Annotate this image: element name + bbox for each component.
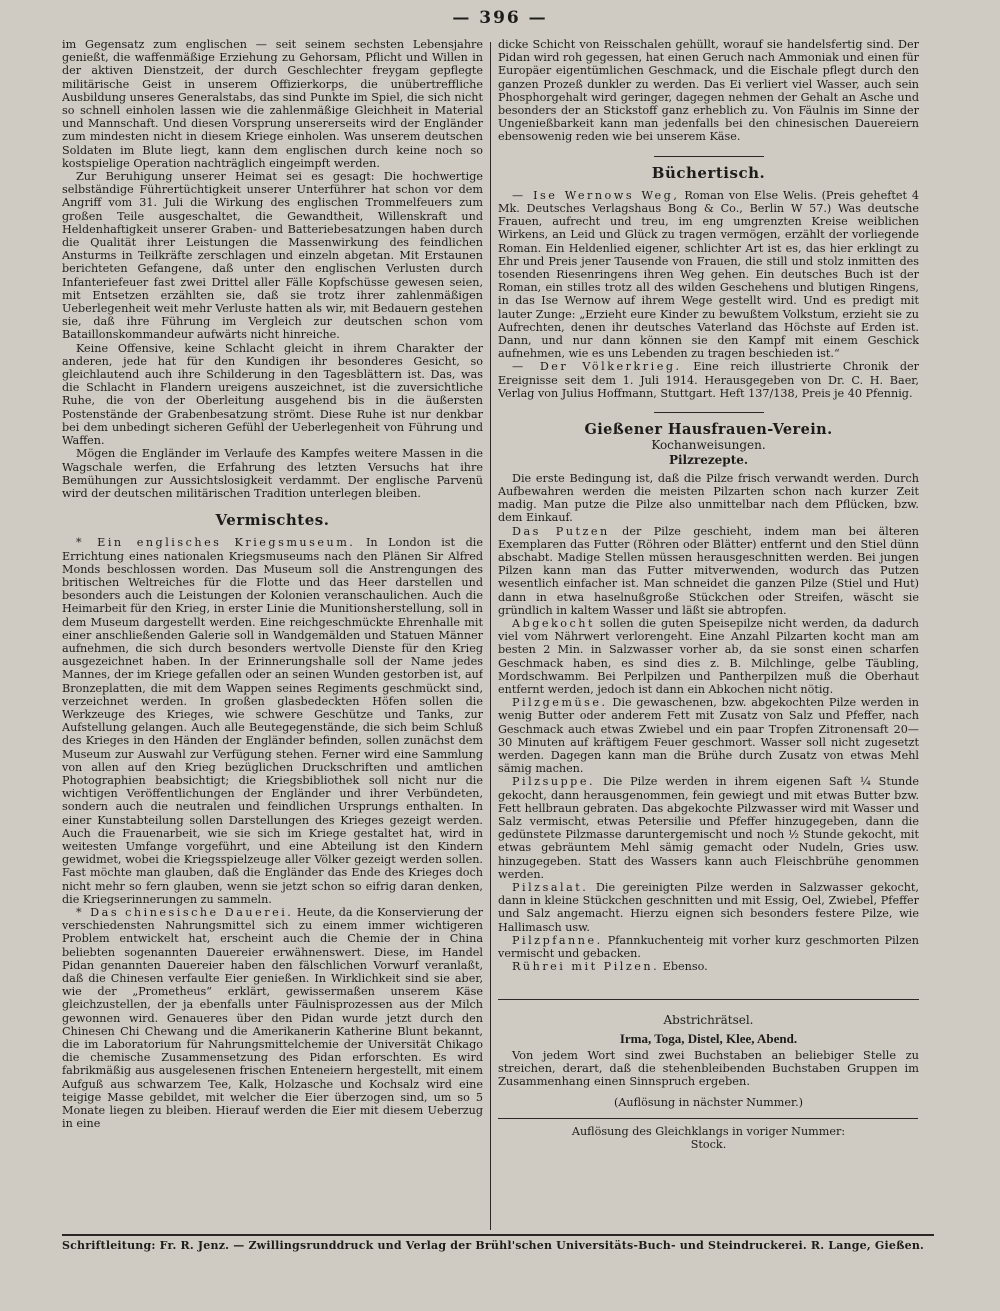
recipe-ruehrei-body: Ebenso. — [662, 960, 708, 974]
riddle-note: (Auflösung in nächster Nummer.) — [613, 1096, 804, 1110]
war-article-conclusion: Mögen die Engländer im Verlaufe des Kampfes weitere Massen in die Wagschale werfen, die Erfahrung des letzten Versuchs hat ihre Bemühungen zur Aussichtslosigkeit verdammt. Der englische Parvenü wird der deutschen militärischen Tradition unterlegen bleiben. — [62, 447, 483, 500]
recipe-pilzsuppe — [498, 775, 919, 881]
book-review-2-lead: — Der Völkerkrieg. — [512, 360, 682, 374]
section-title-hausfrauen-verein: Gießener Hausfrauen-Verein. — [584, 421, 833, 439]
subtitle-kochanweisungen: Kochanweisungen. — [651, 438, 766, 453]
dauerei-article-lead: * Das chinesische Dauerei. — [76, 906, 294, 919]
recipe-ruehrei — [498, 960, 919, 973]
page-number: — 396 — — [452, 8, 548, 28]
recipe-pilzgemuese-lead: Pilzgemüse. — [512, 696, 608, 710]
dauerei-article — [62, 906, 483, 1130]
museum-article — [62, 536, 483, 906]
section-title-vermischtes: Vermischtes. — [215, 511, 330, 530]
section-title-buechertisch: Büchertisch. — [651, 163, 766, 182]
recipe-pilzgemuese-body: Die gewaschenen, bzw. abgekochten Pilze werden in wenig Butter oder anderem Fett mit Zusatz von Salz und Pfeffer, nach Geschmack auch etwas Zwiebel und ein paar Tropfen Zitronensaft 20—30 Minuten auf kräftigem Feuer geschmort. Wasser soll nicht zugesetzt werden. Dagegen kann man die Brühe durch Zusatz von etwas Mehl sämig machen. — [498, 696, 919, 776]
left-column — [62, 38, 483, 1230]
recipe-abgekocht-body: sollen die guten Speisepilze nicht werden, da dadurch viel vom Nährwert verlorengeht. Eine Anzahl Pilzarten kocht man am besten 2 Min. in Salzwasser vorher ab, da sie sonst einen scharfen Geschmack haben, es sind dies z. B. Milchlinge, gelbe Täubling, Mordschwamm. Bei Perlpilzen und Pantherpilzen muß die Oberhaut entfernt werden, jedoch ist dann ein Abkochen nicht nötig. — [498, 616, 919, 696]
recipe-abgekocht-lead: Abgekocht — [512, 616, 596, 630]
recipe-ruehrei-lead: Rührei mit Pilzen. — [512, 960, 660, 974]
right-column — [498, 38, 919, 1230]
war-article-beruhigung: Zur Beruhigung unserer Heimat sei es gesagt: Die hochwertige selbständige Führertüchtigkeit unserer Unterführer hat schon vor dem Angriff vom 31. Juli die Wirkung des englischen Trommelfeuers zum großen Teile ausgeschaltet, die Gewandtheit, Willenskraft und Heldenhaftigkeit unserer Graben- und Batteriebesatzungen haben durch die Qualität ihrer Leistungen die Massenwirkung des feindlichen Ansturms in Teilkräfte zerschlagen und einzeln abgetan. Mit Erstaunen berichteten Gefangene, daß unter den englischen Verlusten durch Infanteriefeuer fast zwei Drittel aller Fälle Kopfschüsse gewesen seien, mit Entsetzen erzählten sie, daß sie trotz ihrer zahlenmäßigen Ueberlegenheit weit mehr Verluste hatten als wir, mit Bedauern gestehen sie, daß ihre Führung im Vergleich zur deutschen schon vom Bataillonskommandeur aufwärts nicht hinreiche. — [62, 170, 483, 342]
riddle-separator — [498, 1118, 918, 1119]
dauerei-article-body: Heute, da die Konservierung der verschiedensten Nahrungsmittel sich zu einem immer wichtigeren Problem entwickelt hat, erscheint auch die Chemie der in China beliebten sogenannten Dauereier erwähnenswert. Diese, im Handel Pidan genannten Dauereier haben den fälschlichen Vorwurf veranlaßt, daß die Chinesen verfaulte Eier genießen. In Wirklichkeit sind sie aber, wie der „Prometheus“ erklärt, gewissermaßen unserem Käse gleichzustellen, der ja ebenfalls unter Fäulnisprozessen aus der Milch gewonnen wird. Genaueres über den Pidan wurde jetzt durch den Chinesen Chi Chewang und die Amerikanerin Katherine Blunt bekannt, die im Laboratorium für Nahrungsmittelchemie der Universität Chikago die chemische Zusammensetzung des Pidan erforschten. Es wird fabrikmäßig aus ausgelesenen frischen Enteneiern hergestellt, mit einem Aufguß aus schwarzem Tee, Kalk, Holzasche und Kochsalz wird eine teigige Masse gebildet, mit welcher die Eier überzogen sind, um so 5 Monate liegen zu bleiben. Hierauf werden die Eier mit diesem Ueberzug in eine — [62, 906, 483, 1131]
riddle-title: Abstrichrätsel. — [663, 1013, 754, 1028]
recipe-pilzpfanne-body: Pfannkuchenteig mit vorher kurz geschmorten Pilzen vermischt und gebacken. — [498, 933, 919, 960]
recipe-pilzsuppe-lead: Pilzsuppe. — [512, 775, 596, 789]
solution-line: Auflösung des Gleichklangs in voriger Nummer: — [571, 1124, 846, 1138]
solution-word: Stock. — [690, 1137, 727, 1151]
book-review-1-lead: — Ise Wernows Weg, — [512, 188, 680, 202]
column-divider — [490, 42, 491, 1230]
war-article-intro: im Gegensatz zum englischen — seit seinem sechsten Lebensjahre genießt, die waffenmäßige Erziehung zu Gehorsam, Pflicht und Willen in der aktiven Dienstzeit, der durch Geschlechter freygam gepflegte militärische Geist in unserem Offizierkorps, die unübertreffliche Ausbildung unseres Generalstabs, das sind Punkte im Spiel, die sich nicht so schnell einholen lassen wie die zahlenmäßige Gleichheit in Material und Mannschaft. Und diesen Vorsprung unsererseits wird der Engländer zum mindesten nicht in diesem Kriege einholen. Was unserem deutschen Soldaten im Blute liegt, kann dem englischen durch keine noch so kostspielige Operation nachträglich eingeimpft werden. — [62, 38, 483, 170]
book-review-2 — [498, 360, 919, 400]
riddle-section — [498, 999, 919, 1151]
recipe-putzen — [498, 525, 919, 617]
riddle-text: Von jedem Wort sind zwei Buchstaben an beliebiger Stelle zu streichen, derart, daß die stehenbleibenden Buchstaben Gruppen im Zusammenhang einen Sinnspruch ergeben. — [498, 1047, 919, 1089]
imprint-footer: Schriftleitung: Fr. R. Jenz. — Zwillingsrunddruck und Verlag der Brühl'schen Universitäts-Buch- und Steindruckerei. R. Lange, Gießen. — [62, 1239, 925, 1252]
section-separator — [654, 156, 764, 157]
recipe-pilzpfanne-lead: Pilzpfanne. — [512, 933, 603, 947]
recipe-pilzpfanne — [498, 934, 919, 960]
book-review-2-body: Eine reich illustrierte Chronik der Ereignisse seit dem 1. Juli 1914. Herausgegeben von Dr. C. H. Baer, Verlag von Julius Hoffmann, Stuttgart. Heft 137/138, Preis je 40 Pfennig. — [498, 360, 919, 400]
recipe-pilzsalat-body: Die gereinigten Pilze werden in Salzwasser gekocht, dann in kleine Stückchen geschnitten und mit Essig, Oel, Zwiebel, Pfeffer und Salz angemacht. Hierzu eignen sich besonders festere Pilze, wie Hallimasch usw. — [498, 880, 919, 934]
recipe-abgekocht — [498, 617, 919, 696]
museum-article-lead: * Ein englisches Kriegsmuseum. — [76, 536, 356, 550]
recipe-pilzgemuese — [498, 696, 919, 775]
subtitle-pilzrezepte: Pilzrezepte. — [668, 453, 749, 468]
recipe-putzen-lead: Das Putzen — [512, 524, 610, 538]
dauerei-article-continued: dicke Schicht von Reisschalen gehüllt, worauf sie handelsfertig sind. Der Pidan wird roh gegessen, hat einen Geruch nach Ammoniak und einen für Europäer eigentümlichen Geschmack, und die Eischale pflegt durch den ganzen Prozeß dunkler zu werden. Das Ei verliert viel Wasser, auch sein Phosphorgehalt wird geringer, dagegen nehmen der Gehalt an Asche und besonders der an Stickstoff ganz erheblich zu. Von Fäulnis im Sinne der Ungenießbarkeit kann man jedenfalls bei den chinesischen Dauereiern ebensowenig reden wie bei unserem Käse. — [498, 38, 919, 144]
book-review-1-body: Roman von Else Welis. (Preis geheftet 4 Mk. Deutsches Verlagshaus Bong & Co., Berlin W 57.) Was deutsche Frauen, aufrecht und treu, im eng umgrenzten Kreise weiblichen Wirkens, an Leid und Glück zu tragen vermögen, erzählt der vorliegende Roman. Ein Heldenlied eigener, schlichter Art ist es, das hier erklingt zu Ehr und Preis jener Tausende von Frauen, die still und stolz inmitten des tosenden Riesenringens ihren Weg gehen. Ein deutsches Buch ist der Roman, ein stilles trotz all des wilden Geschehens und blutigen Ringens, in das Ise Wernow auf ihrem Wege gestellt wird. Und es predigt mit lauter Zunge: „Erzieht eure Kinder zu bewußtem Volkstum, erzieht sie zu Aufrechten, denen ihr deutsches Vaterland das Höchste auf Erden ist. Dann, und nur dann können sie den Kampf mit einem Geschick aufnehmen, wie es uns Lebenden zu tragen beschieden ist.“ — [498, 188, 919, 361]
recipe-pilzsalat — [498, 881, 919, 934]
section-separator — [654, 412, 764, 413]
recipe-pilzsalat-lead: Pilzsalat. — [512, 880, 589, 894]
book-review-1 — [498, 189, 919, 361]
footer-rule — [62, 1234, 934, 1236]
riddle-words: Irma, Toga, Distel, Klee, Abend. — [619, 1030, 798, 1046]
war-article-offensive: Keine Offensive, keine Schlacht gleicht in ihrem Charakter der anderen, jede hat für den Kundigen ihr besonderes Gesicht, so gleichlautend auch ihre Schilderung in den Tagesblättern ist. Das, was die Schlacht in Flandern ureigens auszeichnet, ist die zuversichtliche Ruhe, die von der Oberleitung ausgehend bis in die äußersten Postenstände der Grabenbesatzung strömt. Diese Ruhe ist nur denkbar bei dem unbedingt sicheren Gefühl der Ueberlegenheit von Führung und Waffen. — [62, 341, 483, 448]
recipe-intro: Die erste Bedingung ist, daß die Pilze frisch verwandt werden. Durch Aufbewahren werden die meisten Pilzarten schon nach kurzer Zeit madig. Man putze die Pilze also unmittelbar nach dem Pflücken, bzw. dem Einkauf. — [498, 471, 919, 525]
recipe-pilzsuppe-body: Die Pilze werden in ihrem eigenen Saft ¼ Stunde gekocht, dann herausgenommen, fein gewiegt und mit etwas Butter bzw. Fett hellbraun gebraten. Das abgekochte Pilzwasser wird mit Wasser und Salz vermischt, etwas Petersilie und Pfeffer hinzugegeben, dann die gedünstete Pilzmasse daruntergemischt und noch ½ Stunde gekocht, mit etwas gebräuntem Mehl sämig gemacht oder Nudeln, Gries usw. hinzugegeben. Statt des Wassers kann auch Fleischbrühe genommen werden. — [498, 775, 919, 881]
museum-article-body: In London ist die Errichtung eines nationalen Kriegsmuseums nach den Plänen Sir Alfred Monds beschlossen worden. Das Museum soll die Anstrengungen des britischen Weltreiches für die Flotte und das Heer darstellen und besonders auch die Leistungen der Kolonien veranschaulichen. Auch die Heimarbeit für den Krieg, in erster Linie die Munitionsherstellung, soll in dem Museum dargestellt werden. Eine reichgeschmückte Ehrenhalle mit einer anschließenden Galerie soll in Wandgemälden und Statuen Männer aufnehmen, die sich durch besonders wertvolle Dienste für den Krieg ausgezeichnet haben. In der Erinnerungshalle soll der Name jedes Mannes, der im Kriege gefallen oder an seinen Wunden gestorben ist, auf Bronzeplatten, die mit dem Wappen seines Regiments geschmückt sind, verzeichnet werden. In großen glasbedeckten Höfen sollen die Werkzeuge des Krieges, wie schwere Geschütze und Tanks, zur Aufstellung gelangen. Auch alle Beutegegenstände, die sich beim Schluß des Krieges in den Händen der Engländer befinden, sollen zunächst dem Museum zur Auswahl zur Verfügung stehen. Ferner wird eine Sammlung von allen auf den Krieg bezüglichen Druckschriften und amtlichen Photographien beabsichtigt; die Kriegsbibliothek soll nicht nur die wichtigen Veröffentlichungen der Engländer und ihrer Verbündeten, sondern auch die neutralen und feindlichen Ursprungs enthalten. In einer Kunstabteilung sollen Darstellungen des Krieges gezeigt werden. Auch die Frauenarbeit, wie sie sich im Kriege gestaltet hat, wird in weitesten Umfange vorgeführt, und eine Abteilung ist den Kindern gewidmet, wobei die Kriegsspielzeuge aller Völker gezeigt werden sollen. Fast möchte man glauben, daß die Engländer das Ende des Krieges doch nicht mehr so fern glauben, wenn sie jetzt schon so eifrig daran denken, die Kriegserinnerungen zu sammeln. — [62, 536, 483, 906]
recipe-putzen-body: der Pilze geschieht, indem man bei älteren Exemplaren das Futter (Röhren oder Blätter) entfernt und den Stiel dünn abschabt. Madige Stellen müssen herausgeschnitten werden. Bei jungen Pilzen kann man das Futter mitverwenden, wodurch das Putzen wesentlich einfacher ist. Man schneidet die ganzen Pilze (Stiel und Hut) dann in etwa haselnußgroße Stückchen oder Streifen, wäscht sie gründlich in kaltem Wasser und läßt sie abtropfen. — [498, 524, 919, 617]
